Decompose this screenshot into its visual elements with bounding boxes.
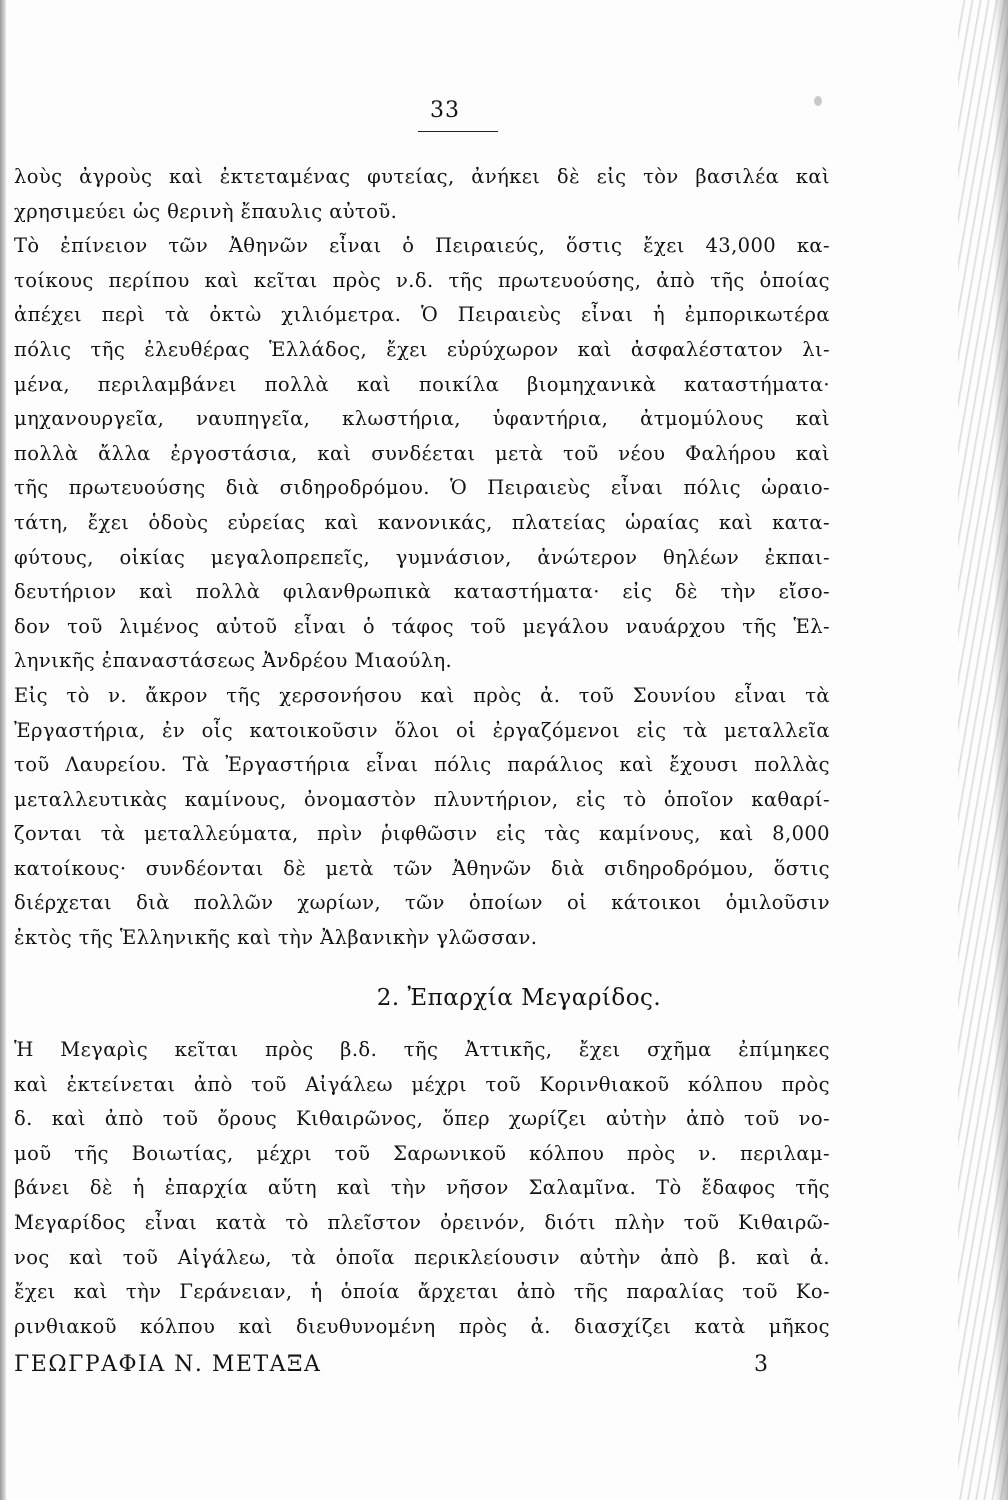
text-line: ρινθιακοῦ κόλπου καὶ διευθυνομένη πρὸς ἀ. διασχίζει κατὰ μῆκος: [14, 1314, 830, 1338]
body-paragraph-1: [14, 160, 830, 956]
text-line: χρησιμεύει ὡς θερινὴ ἔπαυλις αὐτοῦ.: [14, 199, 398, 223]
page-number-rule: [418, 131, 498, 132]
scan-left-edge: [0, 0, 6, 1500]
text-line: διέρχεται διὰ πολλῶν χωρίων, τῶν ὁποίων οἱ κάτοικοι ὁμιλοῦσιν: [14, 891, 830, 915]
footer-signature: ΓΕΩΓΡΑΦΙΑ Ν. ΜΕΤΑΞΑ: [14, 1352, 322, 1377]
text-line: δευτήριον καὶ πολλὰ φιλανθρωπικὰ καταστήματα· εἰς δὲ τὴν εἴσο-: [14, 580, 830, 604]
text-line: τοίκους περίπου καὶ κεῖται πρὸς ν.δ. τῆς πρωτευούσης, ἀπὸ τῆς ὁποίας: [14, 268, 830, 292]
text-line: μηχανουργεῖα, ναυπηγεῖα, κλωστήρια, ὑφαντήρια, ἀτμομύλους καὶ: [14, 407, 830, 431]
text-line: βάνει δὲ ἡ ἐπαρχία αὕτη καὶ τὴν νῆσον Σαλαμῖνα. Τὸ ἔδαφος τῆς: [14, 1176, 830, 1200]
text-line: τῆς πρωτευούσης διὰ σιδηροδρόμου. Ὁ Πειραιεὺς εἶναι πόλις ὡραιο-: [14, 476, 830, 500]
text-line: ἐκτὸς τῆς Ἑλληνικῆς καὶ τὴν Ἀλβανικὴν γλῶσσαν.: [14, 926, 538, 950]
text-line: τοῦ Λαυρείου. Τὰ Ἐργαστήρια εἶναι πόλις παράλιος καὶ ἔχουσι πολλὰς: [14, 753, 830, 777]
text-line: Εἰς τὸ ν. ἄκρον τῆς χερσονήσου καὶ πρὸς ἀ. τοῦ Σουνίου εἶναι τὰ: [14, 683, 830, 707]
text-line: καὶ ἐκτείνεται ἀπὸ τοῦ Αἰγάλεω μέχρι τοῦ Κορινθιακοῦ κόλπου πρὸς: [14, 1072, 830, 1096]
text-line: μοῦ τῆς Βοιωτίας, μέχρι τοῦ Σαρωνικοῦ κόλπου πρὸς ν. περιλαμ-: [14, 1141, 830, 1165]
paper-speck: [814, 96, 822, 106]
text-line: τάτη, ἔχει ὁδοὺς εὐρείας καὶ κανονικάς, πλατείας ὡραίας καὶ κατα-: [14, 510, 830, 534]
page-number: 33: [430, 98, 460, 123]
text-line: δ. καὶ ἀπὸ τοῦ ὄρους Κιθαιρῶνος, ὅπερ χωρίζει αὐτὴν ἀπὸ τοῦ νο-: [14, 1107, 830, 1131]
text-line: ζονται τὰ μεταλλεύματα, πρὶν ῥιφθῶσιν εἰς τὰς καμίνους, καὶ 8,000: [14, 822, 830, 846]
section-heading: 2. Ἐπαρχία Μεγαρίδος.: [376, 985, 662, 1011]
footer-sheet-number: 3: [754, 1352, 770, 1377]
text-line: Τὸ ἐπίνειον τῶν Ἀθηνῶν εἶναι ὁ Πειραιεύς, ὅστις ἔχει 43,000 κα-: [14, 234, 830, 258]
text-line: κατοίκους· συνδέονται δὲ μετὰ τῶν Ἀθηνῶν διὰ σιδηροδρόμου, ὅστις: [14, 856, 830, 880]
text-line: Ἐργαστήρια, ἐν οἷς κατοικοῦσιν ὅλοι οἱ ἐργαζόμενοι εἰς τὰ μεταλλεῖα: [14, 718, 830, 742]
text-line: πόλις τῆς ἐλευθέρας Ἑλλάδος, ἔχει εὐρύχωρον καὶ ἀσφαλέστατον λι-: [14, 337, 830, 361]
text-line: Μεγαρίδος εἶναι κατὰ τὸ πλεῖστον ὀρεινόν, διότι πλὴν τοῦ Κιθαιρῶ-: [14, 1210, 830, 1234]
text-line: δον τοῦ λιμένος αὐτοῦ εἶναι ὁ τάφος τοῦ μεγάλου ναυάρχου τῆς Ἑλ-: [14, 614, 830, 638]
text-line: λοὺς ἀγροὺς καὶ ἐκτεταμένας φυτείας, ἀνήκει δὲ εἰς τὸν βασιλέα καὶ: [14, 165, 830, 188]
page-edge-shadow: [994, 0, 1008, 1500]
text-line: νος καὶ τοῦ Αἰγάλεω, τὰ ὁποῖα περικλείουσιν αὐτὴν ἀπὸ β. καὶ ἀ.: [14, 1245, 830, 1269]
body-paragraph-2: [14, 1033, 830, 1344]
text-line: ἔχει καὶ τὴν Γεράνειαν, ἡ ὁποία ἄρχεται ἀπὸ τῆς παραλίας τοῦ Κο-: [14, 1280, 830, 1304]
text-line: Ἡ Μεγαρὶς κεῖται πρὸς β.δ. τῆς Ἀττικῆς, ἔχει σχῆμα ἐπίμηκες: [14, 1038, 830, 1061]
text-line: μεταλλευτικὰς καμίνους, ὀνομαστὸν πλυντήριον, εἰς τὸ ὁποῖον καθαρί-: [14, 787, 830, 811]
text-line: ἀπέχει περὶ τὰ ὀκτὼ χιλιόμετρα. Ὁ Πειραιεὺς εἶναι ἡ ἐμπορικωτέρα: [14, 303, 830, 327]
text-line: φύτους, οἰκίας μεγαλοπρεπεῖς, γυμνάσιον, ἀνώτερον θηλέων ἐκπαι-: [14, 545, 830, 569]
text-line: ληνικῆς ἐπαναστάσεως Ἀνδρέου Μιαούλη.: [14, 649, 453, 673]
text-line: πολλὰ ἄλλα ἐργοστάσια, καὶ συνδέεται μετὰ τοῦ νέου Φαλήρου καὶ: [14, 441, 830, 465]
text-line: μένα, περιλαμβάνει πολλὰ καὶ ποικίλα βιομηχανικὰ καταστήματα·: [14, 372, 830, 396]
